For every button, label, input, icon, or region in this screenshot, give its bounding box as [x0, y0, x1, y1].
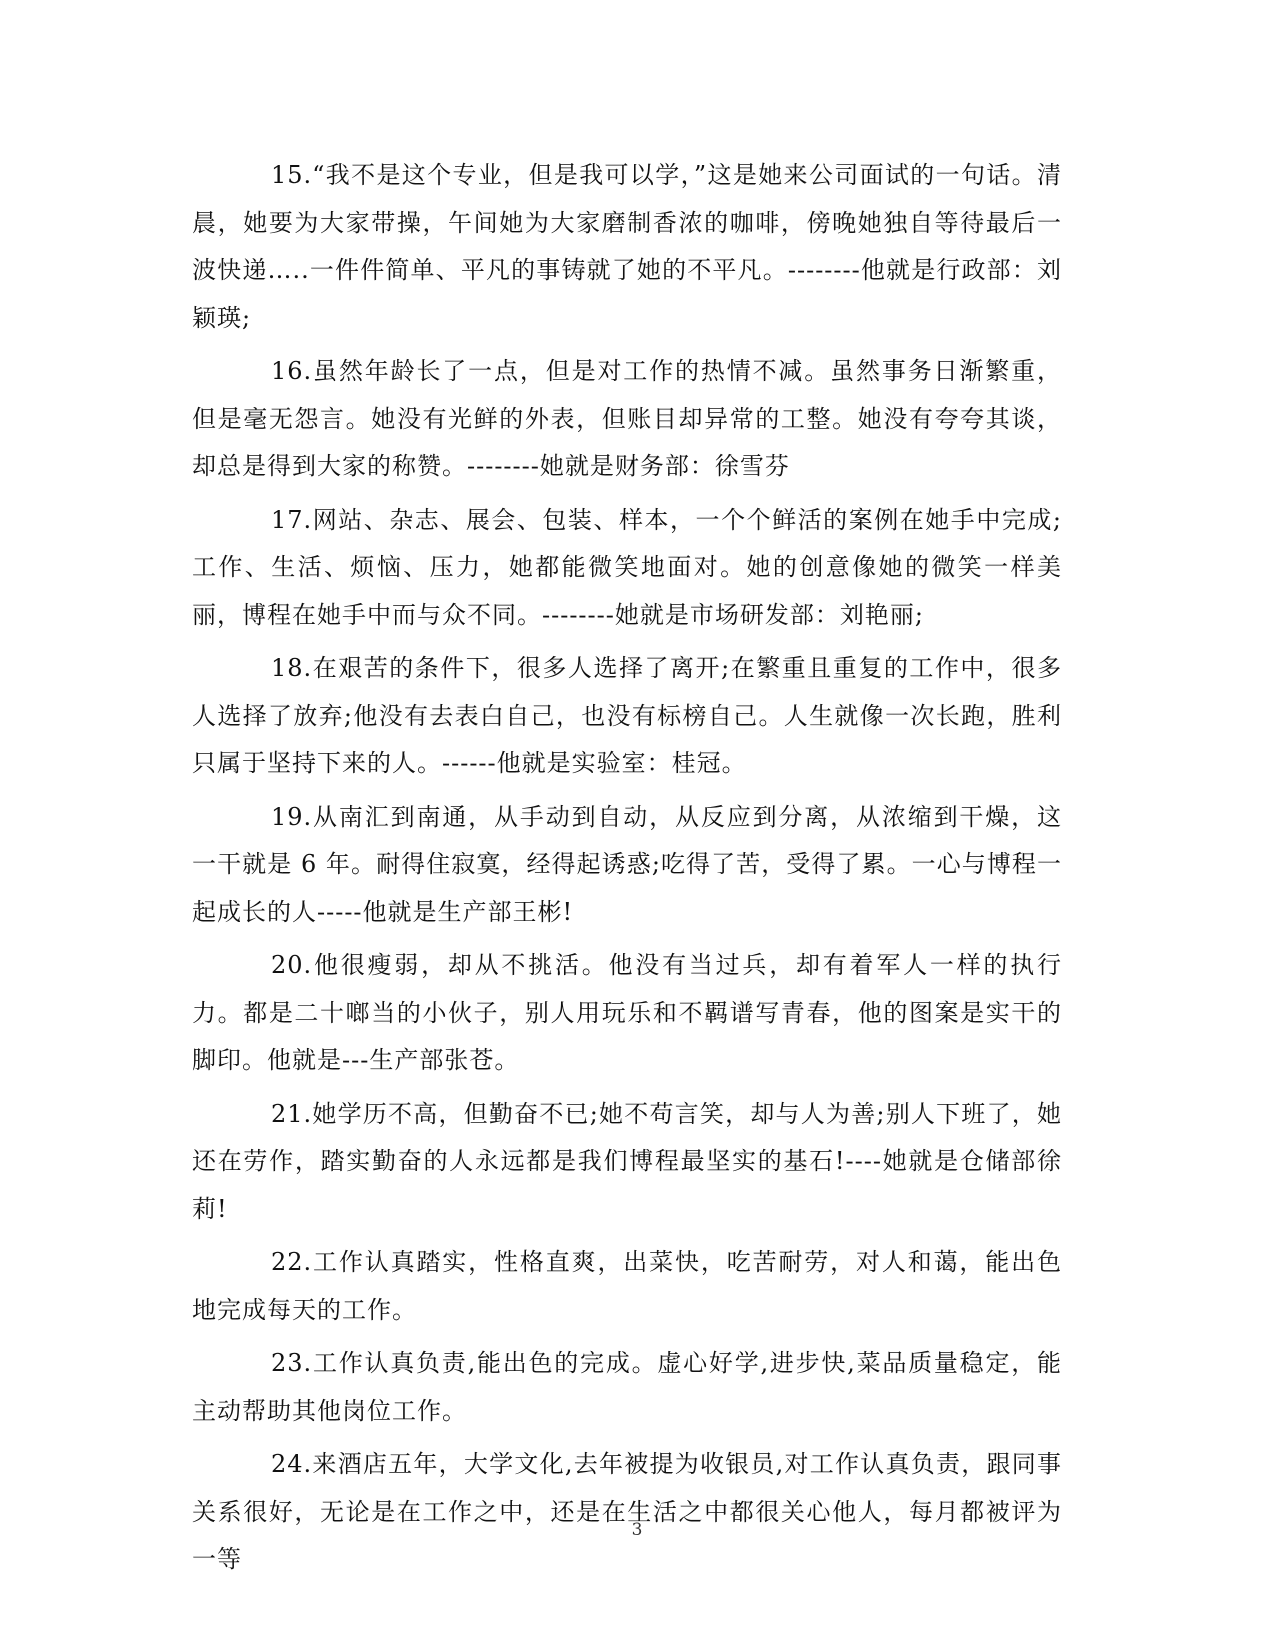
paragraph-23: 23.工作认真负责,能出色的完成。虚心好学,进步快,菜品质量稳定，能主动帮助其他岗位工作。 — [192, 1349, 1062, 1425]
paragraph-20: 20.他很瘦弱，却从不挑活。他没有当过兵，却有着军人一样的执行力。都是二十啷当的小伙子，别人用玩乐和不羁谱写青春，他的图案是实干的脚印。他就是---生产部张苍。 — [192, 951, 1062, 1074]
paragraph-24: 24.来酒店五年，大学文化,去年被提为收银员,对工作认真负责，跟同事关系很好，无论是在工作之中，还是在生活之中都很关心他人，每月都被评为一等 — [192, 1450, 1062, 1573]
paragraph-21: 21.她学历不高，但勤奋不已;她不苟言笑，却与人为善;别人下班了，她还在劳作，踏实勤奋的人永远都是我们博程最坚实的基石!----她就是仓储部徐莉! — [192, 1099, 1062, 1223]
paragraph-16: 16.虽然年龄长了一点，但是对工作的热情不减。虽然事务日渐繁重，但是毫无怨言。她没有光鲜的外表，但账目却异常的工整。她没有夸夸其谈，却总是得到大家的称赞。--------她就是财务部：徐雪芬 — [192, 357, 1062, 480]
document-body — [192, 152, 1062, 1590]
paragraph-19: 19.从南汇到南通，从手动到自动，从反应到分离，从浓缩到干燥，这一干就是 6 年。耐得住寂寞，经得起诱惑;吃得了苦，受得了累。一心与博程一起成长的人-----他就是生产部王彬! — [192, 802, 1062, 926]
paragraph-17: 17.网站、杂志、展会、包装、样本，一个个鲜活的案例在她手中完成;工作、生活、烦恼、压力，她都能微笑地面对。她的创意像她的微笑一样美丽，博程在她手中而与众不同。--------她就是市场研发部：刘艳丽; — [192, 505, 1062, 629]
page-number: 3 — [631, 1520, 643, 1540]
paragraph-18: 18.在艰苦的条件下，很多人选择了离开;在繁重且重复的工作中，很多人选择了放弃;他没有去表白自己，也没有标榜自己。人生就像一次长跑，胜利只属于坚持下来的人。------他就是实验室：桂冠。 — [192, 654, 1062, 777]
paragraph-15: 15.“我不是这个专业，但是我可以学，”这是她来公司面试的一句话。清晨，她要为大家带操，午间她为大家磨制香浓的咖啡，傍晚她独自等待最后一波快递…..一件件简单、平凡的事铸就了她的不平凡。--------他就是行政部：刘颖瑛; — [192, 161, 1062, 332]
paragraph-22: 22.工作认真踏实，性格直爽，出菜快，吃苦耐劳，对人和蔼，能出色地完成每天的工作。 — [192, 1248, 1062, 1324]
